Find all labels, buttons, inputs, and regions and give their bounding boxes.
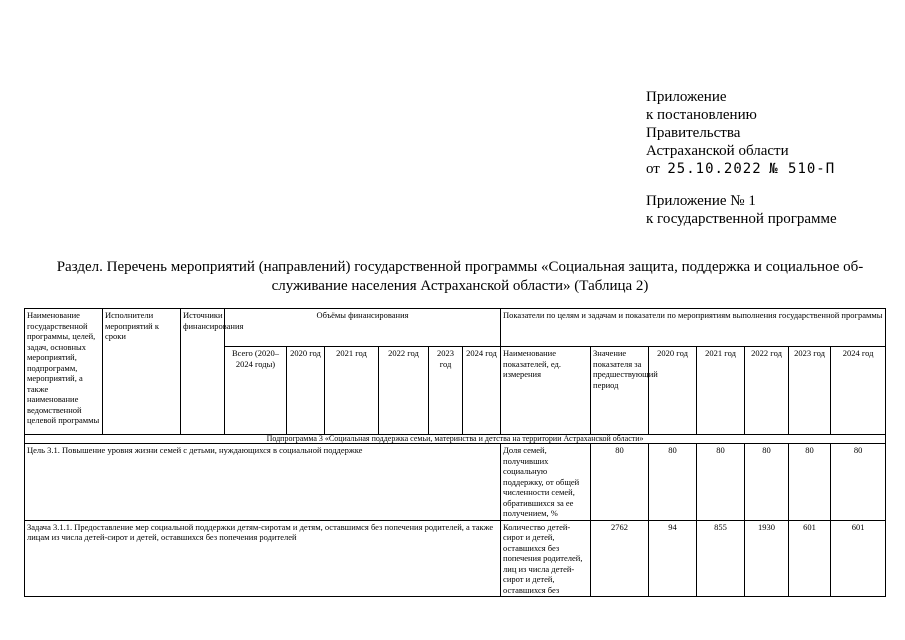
appendix-1-line: к государственной программе <box>646 211 837 227</box>
row-indicator: Количество детей-сирот и детей, оставшихся без попечения родителей, лиц из числа детей-сирот и детей, оставшихся без <box>501 520 591 597</box>
header-indicator-name: Наименование показателей, ед. измерения <box>501 347 591 435</box>
appendix-line: Правительства <box>646 125 741 141</box>
appendix-line: к постановлению <box>646 107 757 123</box>
header-sources: Источники финансирования <box>181 309 225 435</box>
header-ind-year-2023: 2023 год <box>789 347 831 435</box>
row-indicator: Доля семей, получивших социальную поддержку, от общей численности семей, обратившихся за ее получением, % <box>501 444 591 521</box>
appendix-line: Астраханской области <box>646 143 789 159</box>
header-executors: Исполнители мероприятий к сроки <box>103 309 181 435</box>
header-prev-value: Значение показателя за предшествующий период <box>591 347 649 435</box>
header-name: Наименование государственной программы, целей, задач, основных мероприятий, подпрограмм, мероприятий, а также наименование ведомственной целевой программы <box>25 309 103 435</box>
row-2020: 80 <box>649 444 697 521</box>
header-ind-year-2024: 2024 год <box>831 347 886 435</box>
row-prev: 80 <box>591 444 649 521</box>
row-text: Цель 3.1. Повышение уровня жизни семей с детьми, нуждающихся в социальной поддержке <box>25 444 501 521</box>
appendix-date-line <box>646 160 837 178</box>
subprogram-row: Подпрограмма 3 «Социальная поддержка семьи, материнства и детства на территории Астраханской области» <box>25 435 886 444</box>
header-year-2021: 2021 год <box>325 347 379 435</box>
row-prev: 2762 <box>591 520 649 597</box>
row-2020: 94 <box>649 520 697 597</box>
header-ind-year-2020: 2020 год <box>649 347 697 435</box>
header-total: Всего (2020–2024 годы) <box>225 347 287 435</box>
appendix-line: Приложение <box>646 89 727 105</box>
row-2023: 601 <box>789 520 831 597</box>
table-row <box>25 520 886 597</box>
row-2022: 80 <box>745 444 789 521</box>
row-2023: 80 <box>789 444 831 521</box>
header-indicators: Показатели по целям и задачам и показатели по мероприятиям выполнения государственной программы <box>501 309 886 347</box>
row-text: Задача 3.1.1. Предоставление мер социальной поддержки детям-сиротам и детям, оставшимся без попечения родителей, а также лицам из числа детей-сирот и детей, оставшихся без попечения родителей <box>25 520 501 597</box>
row-2024: 601 <box>831 520 886 597</box>
resolution-date: 25.10.2022 <box>667 161 762 177</box>
header-year-2023: 2023 год <box>429 347 463 435</box>
table-row <box>25 444 886 521</box>
resolution-number: № 510-П <box>769 161 836 177</box>
header-funding: Объёмы финансирования <box>225 309 501 347</box>
date-prefix: от <box>646 161 660 177</box>
section-title: Раздел. Перечень мероприятий (направлений) государственной программы «Социальная защита, поддержка и социальное об-служивание населения Астраханской области» (Таблица 2) <box>56 259 864 294</box>
header-year-2022: 2022 год <box>379 347 429 435</box>
appendix-block <box>646 88 837 228</box>
header-ind-year-2022: 2022 год <box>745 347 789 435</box>
header-year-2020: 2020 год <box>287 347 325 435</box>
row-2021: 855 <box>697 520 745 597</box>
header-ind-year-2021: 2021 год <box>697 347 745 435</box>
row-2024: 80 <box>831 444 886 521</box>
measures-table <box>24 308 886 597</box>
appendix-1-line: Приложение № 1 <box>646 193 756 209</box>
row-2022: 1930 <box>745 520 789 597</box>
row-2021: 80 <box>697 444 745 521</box>
header-year-2024: 2024 год <box>463 347 501 435</box>
